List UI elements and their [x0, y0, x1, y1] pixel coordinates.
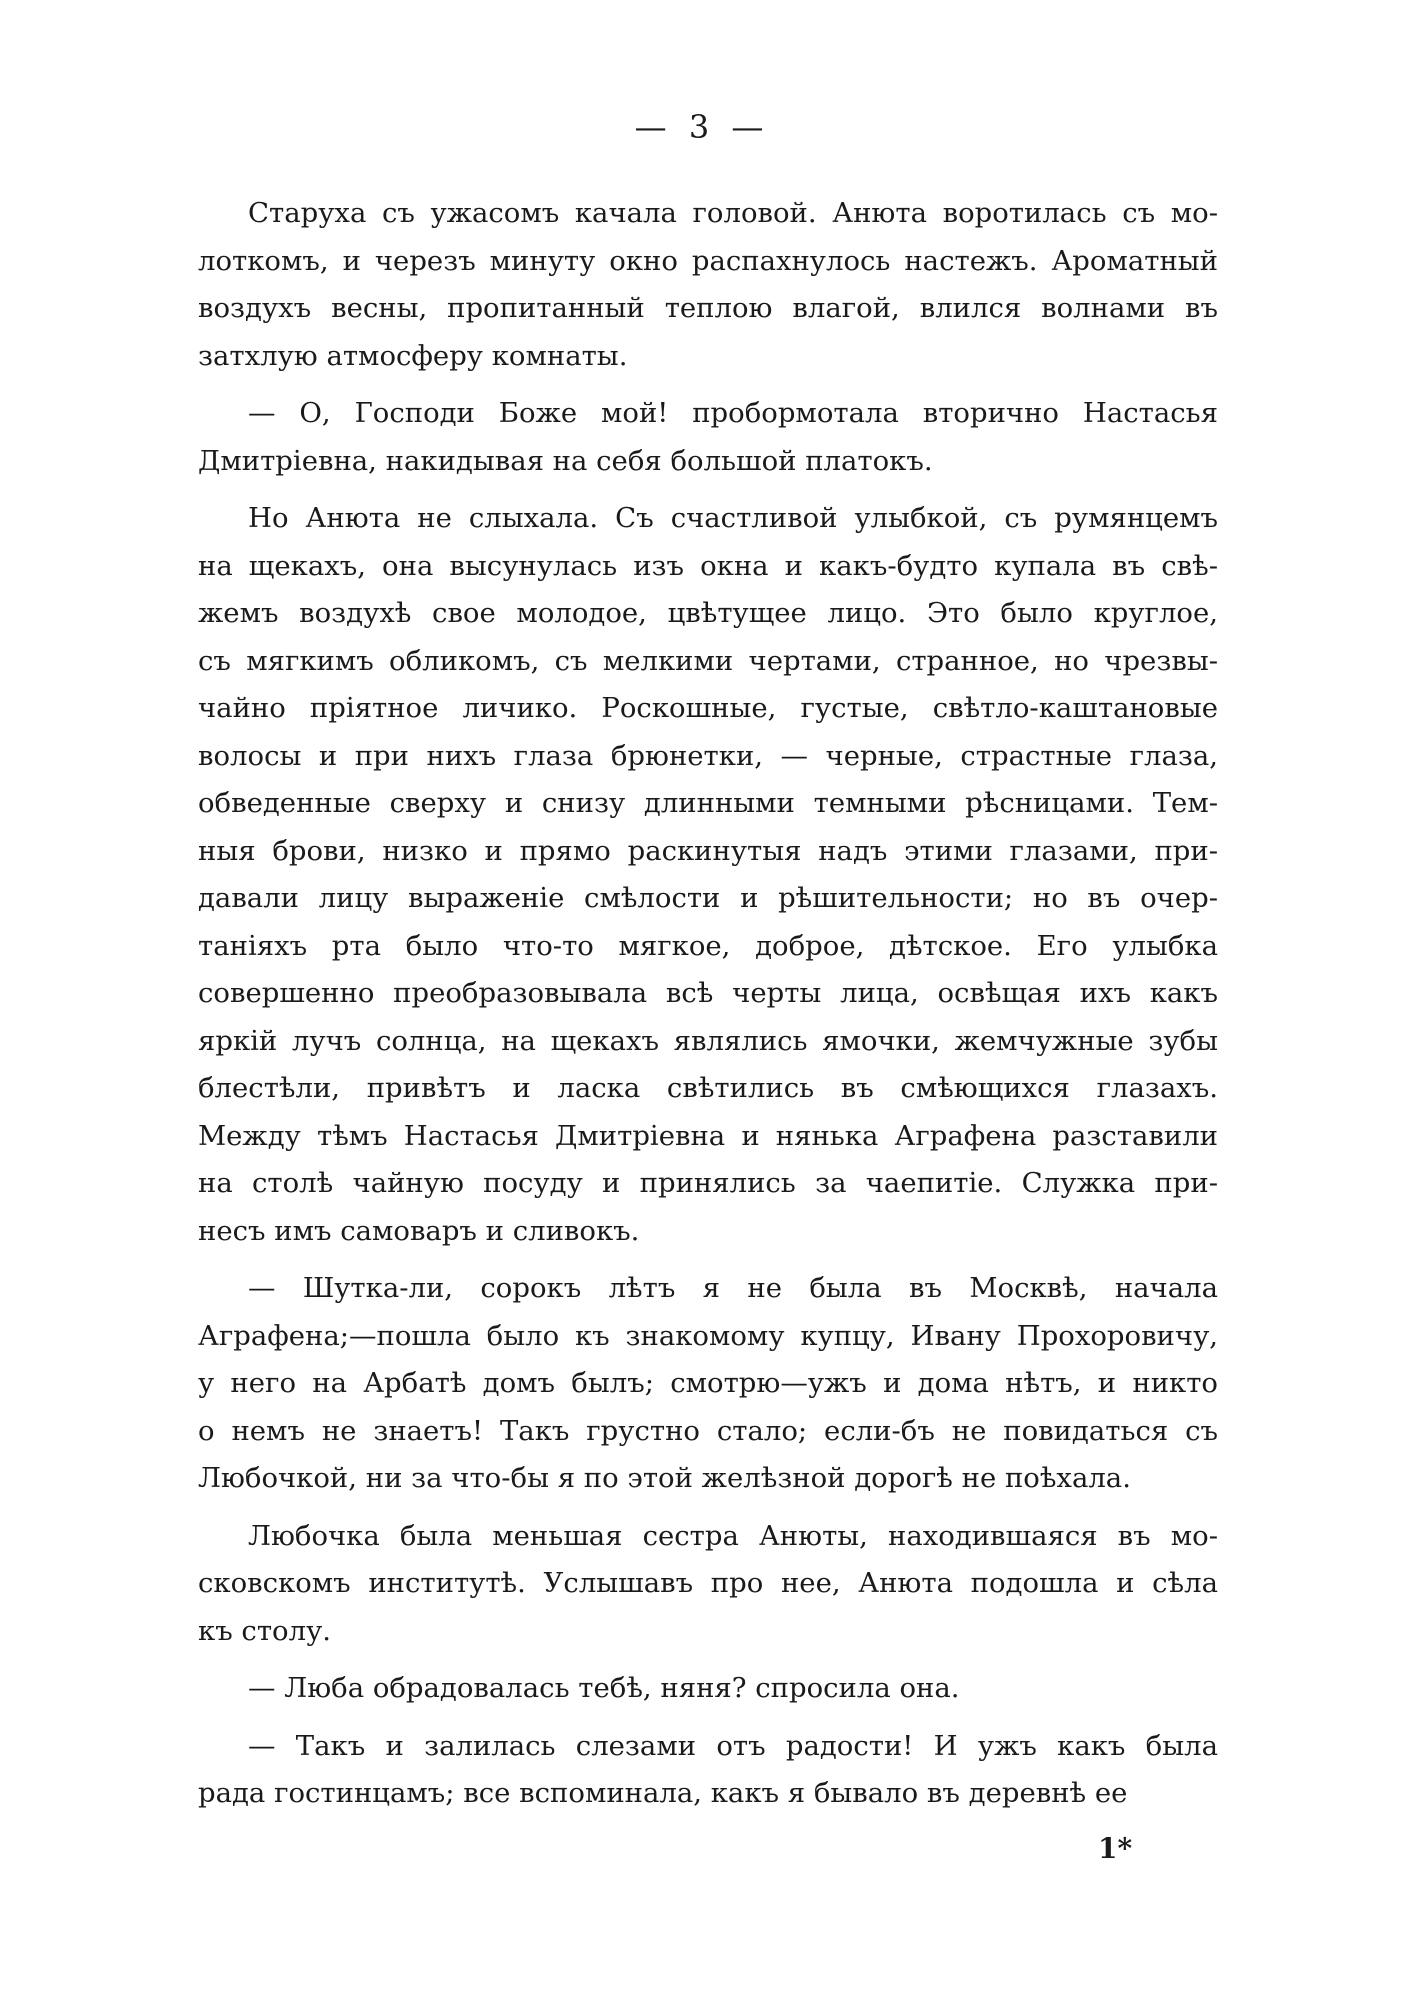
- text-line: Любочка была меньшая сестра Анюты, находившаяся въ мо-: [248, 1519, 1218, 1552]
- text-line: — Люба обрадовалась тебѣ, няня? спросила она.: [248, 1672, 960, 1704]
- text-line: лоткомъ, и черезъ минуту окно распахнулось настежъ. Ароматный: [198, 244, 1218, 277]
- text-line: — Такъ и залилась слезами отъ радости! И ужъ какъ была: [248, 1729, 1218, 1762]
- text-line: обведенные сверху и снизу длинными темными рѣсницами. Тем-: [198, 787, 1218, 819]
- text-line: блестѣли, привѣтъ и ласка свѣтились въ смѣющихся глазахъ.: [198, 1072, 1218, 1104]
- text-line: чайно пріятное личико. Роскошные, густые, свѣтло-каштановые: [198, 692, 1218, 724]
- paragraph: [198, 1265, 1218, 1503]
- paragraph: [198, 495, 1218, 1255]
- text-line: — О, Господи Боже мой! пробормотала вторично Настасья: [248, 397, 1218, 429]
- text-line: волосы и при нихъ глаза брюнетки, — черные, страстные глаза,: [198, 739, 1218, 772]
- paragraph: [198, 1665, 1218, 1713]
- text-line: совершенно преобразовывала всѣ черты лица, освѣщая ихъ какъ: [198, 977, 1218, 1009]
- text-line: несъ имъ самоваръ и сливокъ.: [198, 1214, 640, 1247]
- text-line: Любочкой, ни за что-бы я по этой желѣзной дорогѣ не поѣхала.: [198, 1462, 1131, 1494]
- text-line: — Шутка-ли, сорокъ лѣтъ я не была въ Москвѣ, начала: [248, 1272, 1218, 1304]
- text-line: рада гостинцамъ; все вспоминала, какъ я бывало въ деревнѣ ее: [198, 1777, 1128, 1809]
- text-line: на столѣ чайную посуду и принялись за чаепитіе. Служка при-: [198, 1167, 1218, 1199]
- text-line: у него на Арбатѣ домъ былъ; смотрю—ужъ и дома нѣтъ, и никто: [198, 1367, 1218, 1399]
- text-line: о немъ не знаетъ! Такъ грустно стало; если-бъ не повидаться съ: [198, 1414, 1218, 1447]
- text-line: Но Анюта не слыхала. Съ счастливой улыбкой, съ румянцемъ: [248, 502, 1218, 534]
- text-line: Аграфена;—пошла было къ знакомому купцу, Ивану Прохоровичу,: [198, 1319, 1218, 1352]
- text-line: сковскомъ институтѣ. Услышавъ про нее, Анюта подошла и сѣла: [198, 1567, 1218, 1599]
- text-line: съ мягкимъ обликомъ, съ мелкими чертами, странное, но чрезвы-: [198, 644, 1218, 677]
- text-line: къ столу.: [198, 1614, 331, 1647]
- signature-mark: 1*: [1098, 1832, 1133, 1865]
- body-text: [198, 190, 1218, 1828]
- text-line: воздухъ весны, пропитанный теплою влагой, влился волнами въ: [198, 292, 1218, 324]
- text-line: Старуха съ ужасомъ качала головой. Анюта воротилась съ мо-: [248, 197, 1218, 229]
- paragraph: [198, 390, 1218, 485]
- paragraph: [198, 1723, 1218, 1818]
- text-line: Между тѣмъ Настасья Дмитріевна и нянька Аграфена разставили: [198, 1119, 1218, 1152]
- paragraph: [198, 1513, 1218, 1656]
- text-line: жемъ воздухѣ свое молодое, цвѣтущее лицо. Это было круглое,: [198, 597, 1218, 629]
- text-line: Дмитріевна, накидывая на себя большой платокъ.: [198, 444, 933, 477]
- text-line: давали лицу выраженіе смѣлости и рѣшительности; но въ очер-: [198, 882, 1218, 914]
- text-line: ныя брови, низко и прямо раскинутыя надъ этими глазами, при-: [198, 834, 1218, 867]
- paragraph: [198, 190, 1218, 380]
- text-line: таніяхъ рта было что-то мягкое, доброе, дѣтское. Его улыбка: [198, 929, 1218, 962]
- page-number: — 3 —: [634, 108, 770, 146]
- text-line: затхлую атмосферу комнаты.: [198, 339, 628, 372]
- text-line: на щекахъ, она высунулась изъ окна и какъ-будто купала въ свѣ-: [198, 549, 1218, 582]
- text-line: яркій лучъ солнца, на щекахъ являлись ямочки, жемчужные зубы: [198, 1024, 1218, 1057]
